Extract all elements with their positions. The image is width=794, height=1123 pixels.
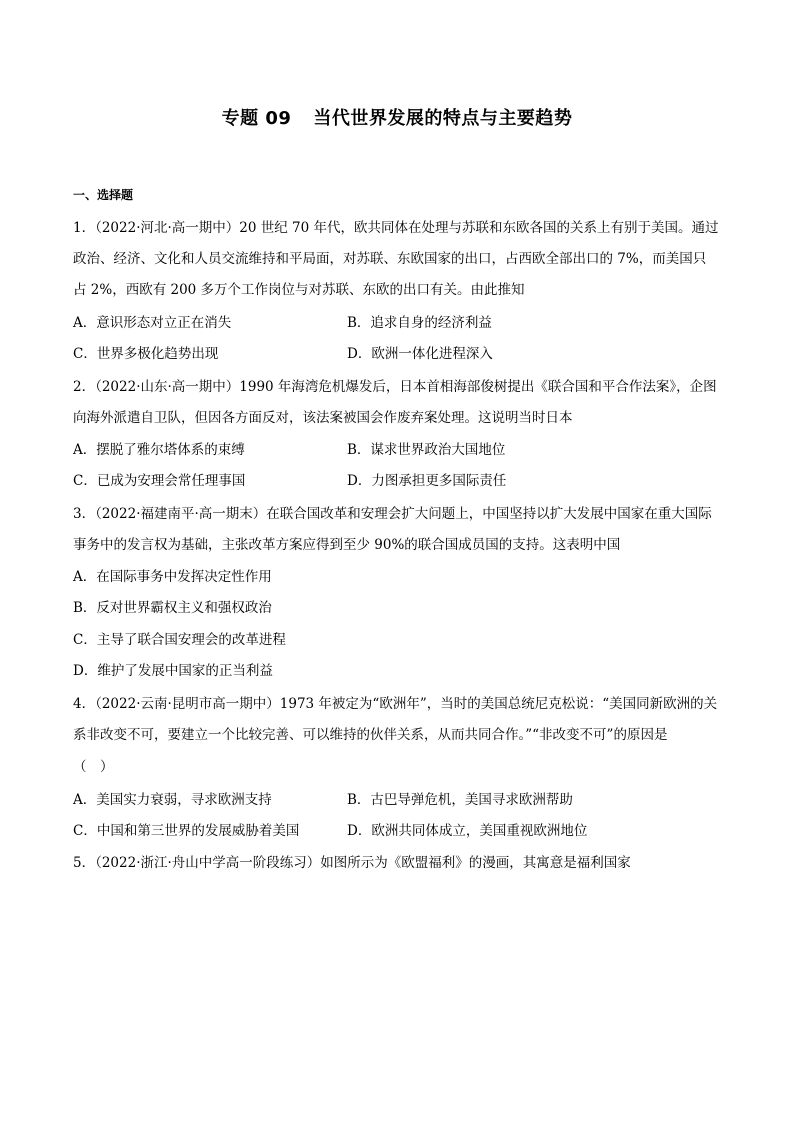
question-1-line-2: 政治、经济、文化和人员交流维持和平局面，对苏联、东欧国家的出口，占西欧全部出口的 7%，而美国只 bbox=[73, 251, 707, 267]
question-4-option-d: D．欧洲共同体成立，美国重视欧洲地位 bbox=[347, 823, 588, 839]
question-2-line-2: 向海外派遣自卫队，但因各方面反对，该法案被国会作废弃案处理。这说明当时日本 bbox=[73, 410, 573, 426]
question-5-line-1: 5．（2022·浙江·舟山中学高一阶段练习）如图所示为《欧盟福利》的漫画，其寓意是福利国家 bbox=[73, 855, 631, 871]
question-2-line-1: 2．（2022·山东·高一期中）1990 年海湾危机爆发后，日本首相海部俊树提出《联合国和平合作法案》，企图 bbox=[73, 379, 717, 395]
question-3-option-a: A．在国际事务中发挥决定性作用 bbox=[73, 569, 272, 585]
question-3-option-c: C．主导了联合国安理会的改革进程 bbox=[73, 632, 286, 648]
question-2-option-a: A．摆脱了雅尔塔体系的束缚 bbox=[73, 442, 245, 458]
question-1-option-b: B．追求自身的经济利益 bbox=[347, 315, 492, 331]
question-1-option-a: A．意识形态对立正在消失 bbox=[73, 315, 232, 331]
question-4-line-2: 系非改变不可，要建立一个比较完善、可以维持的伙伴关系，从而共同合作。”“非改变不可”的原因是 bbox=[73, 727, 668, 743]
question-3-option-d: D．维护了发展中国家的正当利益 bbox=[73, 663, 273, 679]
question-1-option-d: D．欧洲一体化进程深入 bbox=[347, 346, 493, 362]
question-3-line-1: 3．（2022·福建南平·高一期末）在联合国改革和安理会扩大问题上，中国坚持以扩大发展中国家在重大国际 bbox=[73, 506, 712, 522]
question-4-option-c: C．中国和第三世界的发展威胁着美国 bbox=[73, 823, 300, 839]
question-3-line-2: 事务中的发言权为基础，主张改革方案应得到至少 90%的联合国成员国的支持。这表明中国 bbox=[73, 537, 621, 553]
question-2-option-d: D．力图承担更多国际责任 bbox=[347, 473, 507, 489]
question-4-answer-blank: （ ） bbox=[73, 759, 114, 775]
question-1-line-1: 1．（2022·河北·高一期中）20 世纪 70 年代，欧共同体在处理与苏联和东欧各国的关系上有别于美国。通过 bbox=[73, 220, 719, 236]
question-1-line-3: 占 2%，西欧有 200 多万个工作岗位与对苏联、东欧的出口有关。由此推知 bbox=[73, 282, 525, 298]
title-subject: 当代世界发展的特点与主要趋势 bbox=[313, 108, 573, 129]
question-3-option-b: B．反对世界霸权主义和强权政治 bbox=[73, 600, 272, 616]
question-2-option-c: C．已成为安理会常任理事国 bbox=[73, 473, 246, 489]
title-topic: 专题 09 bbox=[221, 108, 292, 129]
question-4-option-b: B．古巴导弹危机，美国寻求欧洲帮助 bbox=[347, 792, 573, 808]
question-1-option-c: C．世界多极化趋势出现 bbox=[73, 346, 219, 362]
question-4-line-1: 4．（2022·云南·昆明市高一期中）1973 年被定为“欧洲年”，当时的美国总统尼克松说：“美国同新欧洲的关 bbox=[73, 696, 718, 712]
page-title bbox=[0, 104, 794, 130]
question-2-option-b: B．谋求世界政治大国地位 bbox=[347, 442, 506, 458]
question-4-option-a: A．美国实力衰弱，寻求欧洲支持 bbox=[73, 792, 272, 808]
section-heading: 一、选择题 bbox=[73, 188, 134, 202]
